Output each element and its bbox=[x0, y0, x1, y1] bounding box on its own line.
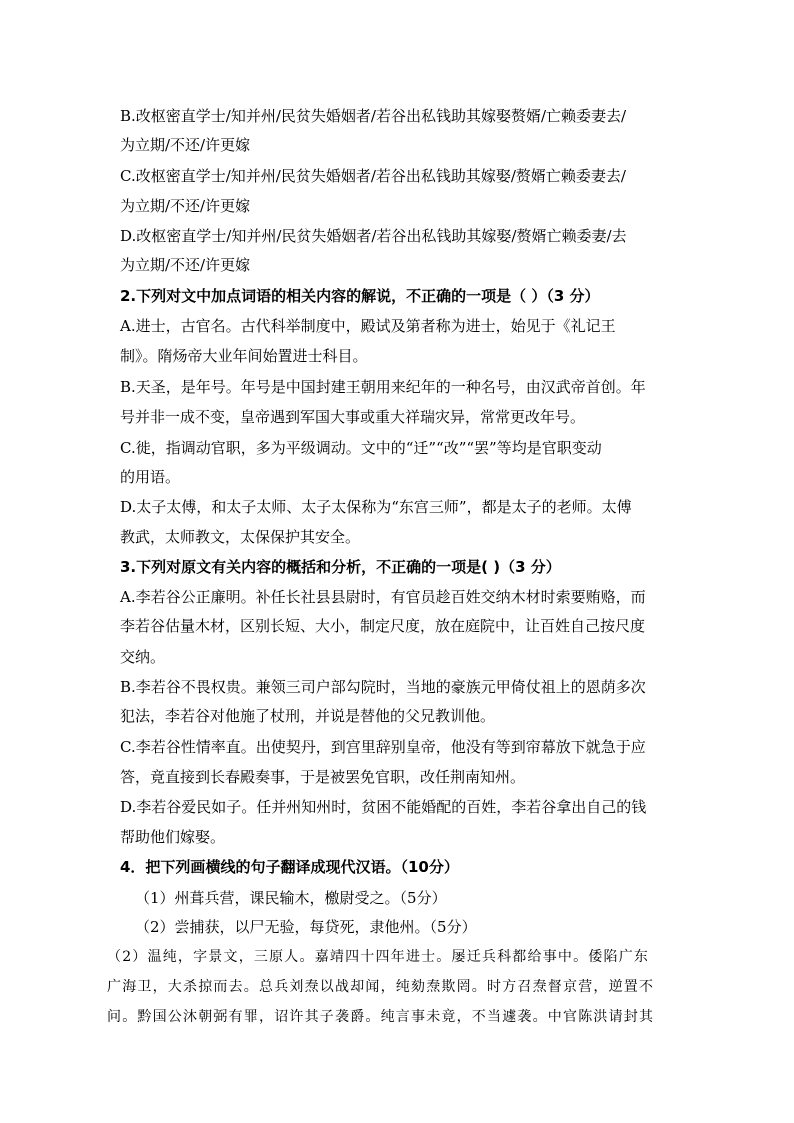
q2-option-b-line-1: B.天圣，是年号。年号是中国封建王朝用来纪年的一种名号，由汉武帝首创。年 bbox=[120, 378, 646, 396]
q4-sentence-1: （1）州葺兵营，课民输木，檄尉受之。（5分） bbox=[135, 889, 447, 907]
q3-option-d-line-2: 帮助他们嫁娶。 bbox=[120, 828, 226, 846]
q1-option-d-line-1: D.改枢密直学士/知并州/民贫失婚姻者/若谷出私钱助其嫁娶/赘婿亡赖委妻/去 bbox=[120, 227, 627, 245]
q3-option-a-line-1: A.李若谷公正廉明。补任长社县县尉时，有官员趁百姓交纳木材时索要贿赂，而 bbox=[120, 588, 646, 606]
passage-2-line-1: （2）温纯，字景文，三原人。嘉靖四十四年进士。屡迁兵科都给事中。倭陷广东 bbox=[107, 949, 650, 965]
q2-option-d-line-2: 教武，太师教文，太保保护其安全。 bbox=[120, 528, 361, 546]
q3-option-c-line-2: 答，竟直接到长春殿奏事，于是被罢免官职，改任荆南知州。 bbox=[120, 768, 526, 786]
q2-option-d-line-1: D.太子太傅，和太子太师、太子太保称为“东宫三师”，都是太子的老师。太傅 bbox=[120, 498, 632, 516]
q2-option-a-line-2: 制》。隋炀帝大业年间始置进士科目。 bbox=[120, 347, 368, 365]
q3-option-a-line-2: 李若谷估量木材，区别长短、大小，制定尺度，放在庭院中，让百姓自己按尺度 bbox=[120, 617, 646, 635]
q2-option-c-line-2: 的用语。 bbox=[120, 468, 181, 486]
q3-stem: 3.下列对原文有关内容的概括和分析，不正确的一项是( )（3 分） bbox=[120, 558, 561, 576]
q3-option-b-line-1: B.李若谷不畏权贵。兼领三司户部勾院时，当地的豪族元甲倚仗祖上的恩荫多次 bbox=[120, 678, 646, 696]
passage-2-line-2: 广海卫，大杀掠而去。总兵刘焘以战却闻，纯劾焘欺罔。时方召焘督京营，逆置不 bbox=[107, 979, 655, 995]
q1-option-b-line-1: B.改枢密直学士/知并州/民贫失婚姻者/若谷出私钱助其嫁娶赘婿/亡赖委妻去/ bbox=[120, 107, 627, 125]
passage-2-line-3: 问。黔国公沐朝弼有罪，诏许其子袭爵。纯言事未竟，不当遽袭。中官陈洪请封其 bbox=[107, 1009, 655, 1025]
q3-option-c-line-1: C.李若谷性情率直。出使契丹，到宫里辞别皇帝，他没有等到帘幕放下就急于应 bbox=[120, 738, 646, 756]
q1-option-b-line-2: 为立期/不还/许更嫁 bbox=[120, 136, 251, 154]
q2-option-a-line-1: A.进士，古官名。古代科举制度中，殿试及第者称为进士，始见于《礼记王 bbox=[120, 317, 616, 335]
q3-option-a-line-3: 交纳。 bbox=[120, 648, 166, 666]
q3-option-d-line-1: D.李若谷爱民如子。任并州知州时，贫困不能婚配的百姓，李若谷拿出自己的钱 bbox=[120, 798, 647, 816]
q1-option-d-line-2: 为立期/不还/许更嫁 bbox=[120, 256, 251, 274]
q2-stem: 2.下列对文中加点词语的相关内容的解说，不正确的一项是（ ）（3 分） bbox=[120, 287, 600, 305]
q1-option-c-line-2: 为立期/不还/许更嫁 bbox=[120, 197, 251, 215]
q4-sentence-2: （2）尝捕获，以尸无验，每贷死，隶他州。（5分） bbox=[135, 918, 477, 936]
q2-option-b-line-2: 号并非一成不变，皇帝遇到军国大事或重大祥瑞灾异，常常更改年号。 bbox=[120, 408, 586, 426]
q2-option-c-line-1: C.徙，指调动官职，多为平级调动。文中的“迁”“改”“罢”等均是官职变动 bbox=[120, 439, 602, 457]
q3-option-b-line-2: 犯法，李若谷对他施了杖刑，并说是替他的父兄教训他。 bbox=[120, 707, 496, 725]
q1-option-c-line-1: C.改枢密直学士/知并州/民贫失婚姻者/若谷出私钱助其嫁娶/赘婿亡赖委妻去/ bbox=[120, 167, 626, 185]
q4-stem: 4．把下列画横线的句子翻译成现代汉语。（10分） bbox=[120, 858, 459, 876]
